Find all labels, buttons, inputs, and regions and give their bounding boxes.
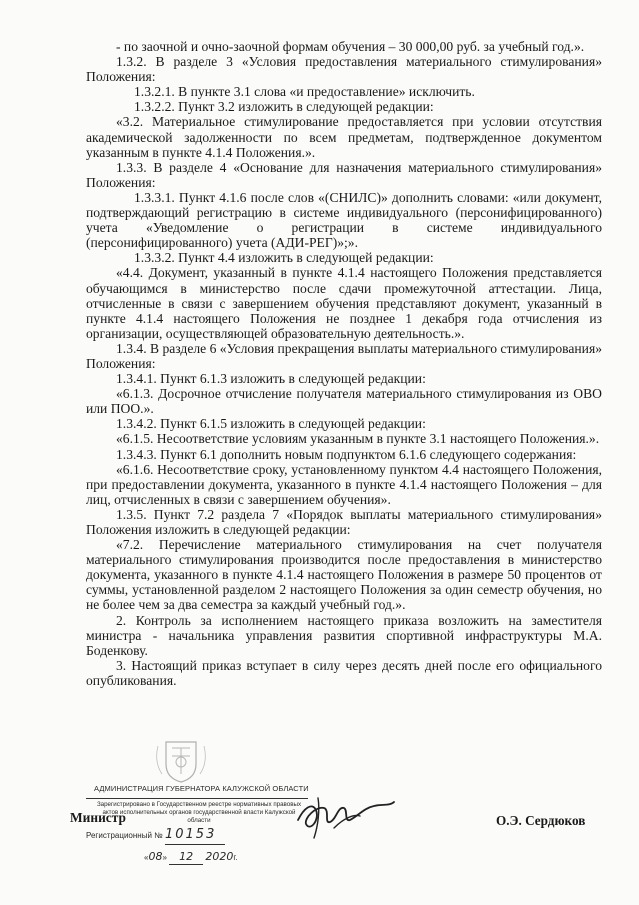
paragraph: 1.3.5. Пункт 7.2 раздела 7 «Порядок выплаты материального стимулирования» Положения изложить в следующей редакции: (86, 506, 602, 537)
stamp-date-row: «08» 12 2020г. (86, 845, 308, 865)
paragraph: 1.3.2. В разделе 3 «Условия предоставления материального стимулирования» Положения: (86, 54, 602, 85)
stamp-registration-row (86, 824, 308, 844)
paragraph: 1.3.3. В разделе 4 «Основание для назначения материального стимулирования» Положения: (86, 159, 602, 190)
stamp-date-year: 2020 (205, 849, 234, 863)
paragraph: 3. Настоящий приказ вступает в силу через десять дней после его официального опубликования. (86, 657, 602, 688)
paragraph: «6.1.6. Несоответствие сроку, установленному пунктом 4.4 настоящего Положения, при предоставлении документа, указанного в пункте 4.1.4 настоящего Положения – для лиц, отчисленных в связи с завершением обучения». (86, 461, 602, 507)
paragraph: 1.3.2.1. В пункте 3.1 слова «и предоставление» исключить. (134, 84, 475, 100)
coat-of-arms-emblem (152, 738, 210, 784)
signatory-name: О.Э. Сердюков (496, 813, 586, 828)
stamp-registration-label: Регистрационный № (86, 831, 163, 841)
paragraph: 1.3.4. В разделе 6 «Условия прекращения выплаты материального стимулирования» Положения: (86, 340, 602, 371)
paragraph: 1.3.4.1. Пункт 6.1.3 изложить в следующей редакции: (116, 371, 426, 387)
paragraph: 1.3.3.2. Пункт 4.4 изложить в следующей редакции: (134, 250, 434, 266)
stamp-text: Зарегистрировано в Государственном реестре нормативных правовых актов исполнительных органов государственной власти Калужской области (96, 801, 302, 824)
registration-stamp (86, 781, 308, 881)
paragraph: «6.1.5. Несоответствие условиям указанным в пункте 3.1 настоящего Положения.». (116, 431, 600, 447)
stamp-date-month: 12 (169, 849, 203, 865)
handwritten-signature (294, 790, 398, 846)
paragraph: «3.2. Материальное стимулирование предоставляется при условии отсутствия академической задолженности по всем предметам, подтвержденное документом указанным в пункте 4.1.4 Положения.». (86, 114, 602, 160)
paragraph: - по заочной и очно-заочной формам обучения – 30 000,00 руб. за учебный год.». (116, 39, 585, 54)
paragraph: 1.3.2.2. Пункт 3.2 изложить в следующей редакции: (134, 99, 434, 115)
paragraph: «6.1.3. Досрочное отчисление получателя материального стимулирования из ОВО или ПОО.». (86, 386, 602, 417)
paragraph: 2. Контроль за исполнением настоящего приказа возложить на заместителя министра - начальника управления развития спортивной инфраструктуры М.А. Боденкову. (86, 612, 602, 658)
signatory-title: Министр (70, 810, 126, 825)
stamp-registration-number: 10153 (164, 827, 217, 843)
paragraph: «4.4. Документ, указанный в пункте 4.1.4 настоящего Положения представляется обучающимся в министерство после сдачи промежуточной аттестации. Лица, отчисленные в связи с завершением обучения представляют документ, указанный в пункте 4.1.4 настоящего Положения не позднее 1 декабря года отчисления из организации, осуществляющей образовательную деятельность.». (86, 265, 602, 341)
paragraph: 1.3.3.1. Пункт 4.1.6 после слов «(СНИЛС)» дополнить словами: «или документ, подтверждающий регистрацию в системе индивидуального (персонифицированного) учета «Уведомление о регистрации в системе индивидуального (персонифицированного) учета (АДИ-РЕГ)»;». (86, 189, 602, 251)
paragraph: 1.3.4.2. Пункт 6.1.5 изложить в следующей редакции: (116, 416, 426, 432)
paragraph: «7.2. Перечисление материального стимулирования на счет получателя материального стимулирования производится после предоставления в министерство документа, указанного в пункте 4.1.4 настоящего Положения в размере 50 процентов от суммы, установленной разделом 2 настоящего Положения за один семестр обучения, но не более чем за два семестра за каждый учебный год.». (86, 537, 602, 613)
paragraph: 1.3.4.3. Пункт 6.1 дополнить новым подпунктом 6.1.6 следующего содержания: (116, 446, 577, 462)
stamp-date-day: 08 (148, 849, 163, 863)
stamp-title: АДМИНИСТРАЦИЯ ГУБЕРНАТОРА КАЛУЖСКОЙ ОБЛАСТИ (86, 781, 308, 799)
document-body (86, 39, 602, 688)
